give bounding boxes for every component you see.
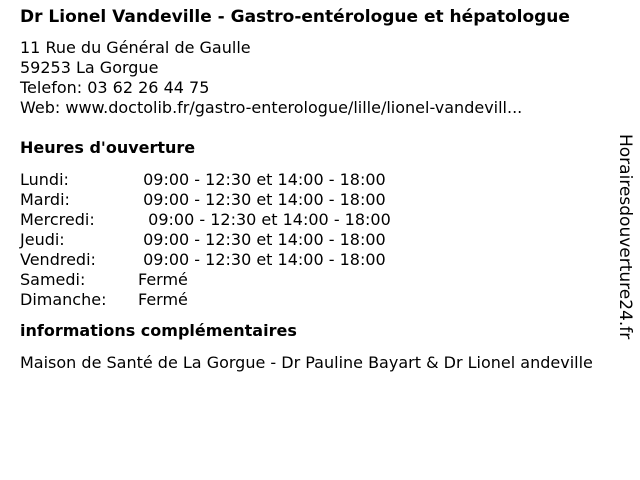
day-label: Dimanche: <box>20 290 107 309</box>
page-title: Dr Lionel Vandeville - Gastro-entérologue et hépatologue <box>20 7 570 27</box>
website-line[interactable] <box>20 98 600 118</box>
hours-row-mardi <box>20 190 600 210</box>
opening-hours-heading: Heures d'ouverture <box>20 138 196 157</box>
day-label: Vendredi: <box>20 250 96 269</box>
day-label: Samedi: <box>20 270 86 289</box>
day-label: Mercredi: <box>20 210 95 229</box>
business-listing <box>20 0 600 373</box>
website-link[interactable]: Web: www.doctolib.fr/gastro-enterologue/lille/lionel-vandevill... <box>20 98 523 117</box>
address-block <box>20 38 600 118</box>
street-address: 11 Rue du Général de Gaulle <box>20 38 251 57</box>
day-hours: 09:00 - 12:30 et 14:00 - 18:00 <box>138 230 386 249</box>
hours-row-dimanche <box>20 290 600 310</box>
day-hours: Fermé <box>138 290 188 309</box>
day-label: Mardi: <box>20 190 70 209</box>
additional-info-text: Maison de Santé de La Gorgue - Dr Pauline Bayart & Dr Lionel andeville <box>20 353 593 372</box>
hours-row-mercredi <box>20 210 600 230</box>
hours-row-jeudi <box>20 230 600 250</box>
additional-info-heading: informations complémentaires <box>20 321 297 340</box>
day-hours: 09:00 - 12:30 et 14:00 - 18:00 <box>138 210 391 229</box>
hours-row-lundi <box>20 170 600 190</box>
city-postcode: 59253 La Gorgue <box>20 58 159 77</box>
day-hours: 09:00 - 12:30 et 14:00 - 18:00 <box>138 170 386 189</box>
day-hours: Fermé <box>138 270 188 289</box>
day-label: Lundi: <box>20 170 69 189</box>
hours-row-vendredi <box>20 250 600 270</box>
site-brand-vertical: Horairesdouverture24.fr <box>615 134 635 340</box>
phone-number[interactable]: Telefon: 03 62 26 44 75 <box>20 78 210 97</box>
hours-row-samedi <box>20 270 600 290</box>
day-hours: 09:00 - 12:30 et 14:00 - 18:00 <box>138 250 386 269</box>
opening-hours-table <box>20 170 600 310</box>
day-label: Jeudi: <box>20 230 65 249</box>
day-hours: 09:00 - 12:30 et 14:00 - 18:00 <box>138 190 386 209</box>
